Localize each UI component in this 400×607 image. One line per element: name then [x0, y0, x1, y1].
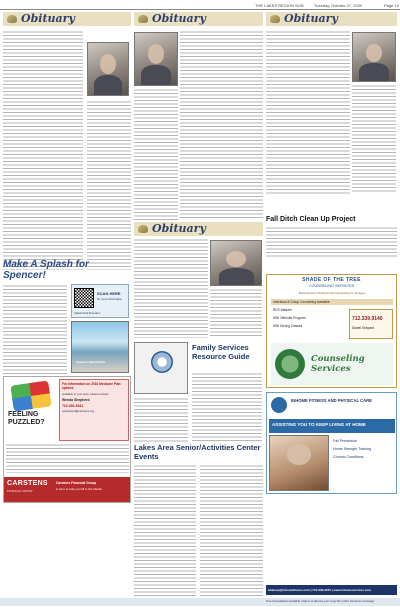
obituary-photo-2	[134, 32, 178, 86]
scan-sub: for more information	[97, 297, 123, 301]
tree-icon	[275, 349, 305, 379]
carstens-sub: FINANCIAL GROUP	[7, 489, 33, 493]
family-services-section	[134, 342, 263, 442]
scan-label: SCAN HERE	[97, 291, 121, 296]
service-item-4: DWI Driving Classes	[273, 324, 303, 328]
contact-email[interactable]: wshepherd@carstens.org	[62, 409, 94, 413]
inhome-service-2: Home Strength Training	[333, 447, 371, 451]
obituary-text	[3, 30, 83, 270]
inhome-title: INHOME FITNESS AND PHYSICAL CARE	[291, 398, 372, 403]
issue-date: Tuesday, October 27, 2020	[314, 3, 363, 8]
fall-ditch-section	[266, 216, 397, 258]
carstens-brand: CARSTENS	[7, 480, 48, 487]
obituary-text-cont	[87, 100, 131, 270]
inhome-service-3: Chronic Conditions	[333, 455, 364, 459]
puzzle-headline: FEELING PUZZLED?	[8, 411, 45, 426]
medicare-ad	[3, 376, 131, 503]
splash-pad-image	[71, 321, 129, 373]
counseling-phone[interactable]: 712.339.9140	[352, 316, 383, 322]
qr-code-icon[interactable]	[74, 288, 94, 308]
inhome-banner-text: ASSISTING YOU TO KEEP LIVING AT HOME	[272, 422, 366, 427]
carstens-banner	[4, 477, 130, 502]
counseling-subhead: Experienced, Professional Counseling for all ages	[298, 291, 366, 295]
contact-bar	[266, 585, 397, 595]
inhome-photo	[269, 435, 329, 491]
family-icon	[151, 351, 173, 373]
obituary-banner: Obituary	[3, 12, 131, 26]
page-header	[0, 0, 400, 10]
service-item-2: RDS Walkers	[273, 308, 293, 312]
counseling-contact-name: Daniel Shepard	[352, 326, 374, 330]
footer-text: Free Consultations Available | Call us to discuss your Long Term Care Insurance Coverage	[266, 600, 375, 603]
carstens-tagline: is here to help you fill in the blanks.	[56, 487, 103, 491]
medicare-info-box	[59, 379, 129, 441]
pad-title: Spencer Splash Pad	[76, 360, 105, 364]
contact-name: Wenda Shepherd	[62, 398, 90, 402]
medicare-heading: For information on 2016 Medicare Plan options	[62, 382, 121, 390]
obituary-photo-3	[210, 240, 262, 286]
puzzle-icon	[10, 380, 51, 411]
medicare-line-1: available in your area, please contact:	[62, 392, 109, 396]
service-item-1: Individual & Group Counseling Available	[273, 300, 330, 304]
obituary-photo-4	[352, 32, 396, 82]
inhome-service-1: Fall Prevention	[333, 439, 357, 443]
inhome-banner	[269, 419, 395, 433]
middle-column	[134, 12, 263, 461]
inhome-logo	[269, 395, 395, 417]
splash-headline: Make A Splash for Spencer!	[3, 259, 89, 281]
lakes-area-section	[134, 444, 263, 606]
counseling-contact-box	[349, 309, 393, 339]
counseling-heading-2: COUNSELING SERVICES	[308, 284, 355, 288]
obituary-banner-4: Obituary	[266, 12, 397, 26]
left-column	[3, 12, 131, 493]
paper-name: THE LAKES REGION SUN	[255, 3, 304, 8]
fall-ditch-headline: Fall Ditch Clean Up Project	[266, 216, 356, 223]
obituary-photo	[87, 42, 129, 96]
page-footer	[0, 598, 400, 606]
page-number: Page 13	[384, 3, 399, 8]
family-services-headline: Family Services Resource Guide	[192, 343, 250, 361]
counseling-ad	[266, 274, 397, 388]
carstens-tag: Carstens Financial Group	[56, 481, 97, 485]
donate-title: Splash Pad Donation	[74, 311, 101, 315]
counseling-heading: SHADE OF THE TREE	[302, 277, 361, 283]
inhome-ad	[266, 392, 397, 494]
contact-bar-text[interactable]: tddeesp@inhomefitness.com | 712-339-3670 | www.inhomeservices.com	[268, 588, 371, 592]
family-services-logo	[134, 342, 188, 394]
obituary-banner-3: Obituary	[134, 222, 263, 236]
counseling-logo-text: Counseling Services	[311, 354, 365, 374]
qr-box[interactable]	[71, 284, 129, 318]
house-icon	[271, 397, 287, 413]
splash-section	[3, 259, 131, 373]
service-item-3: DWI Offender Program	[273, 316, 306, 320]
obituary-banner-2: Obituary	[134, 12, 263, 26]
contact-phone[interactable]: 712-300-5341	[62, 404, 84, 408]
puzzle-graphic	[6, 379, 56, 439]
lakes-area-headline: Lakes Area Senior/Activities Center Events	[134, 443, 261, 461]
counseling-logo-area	[271, 343, 393, 385]
